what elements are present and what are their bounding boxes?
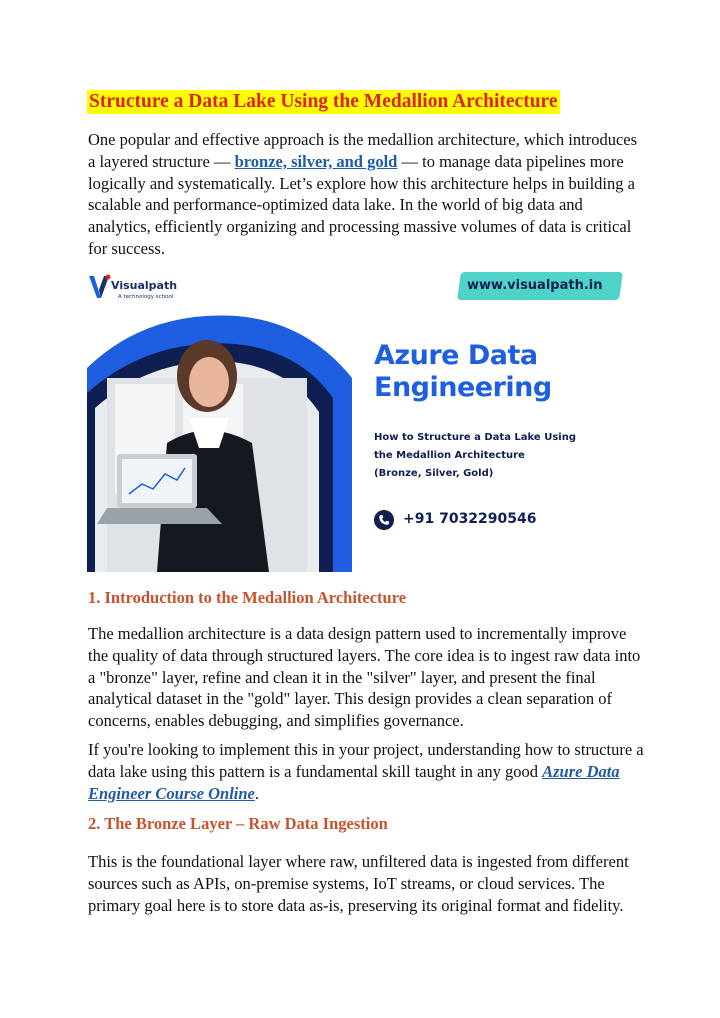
azure-course-link[interactable]: Azure Data Engineer Course Online [88,761,620,803]
intro-paragraph [88,129,648,260]
banner-subtitle-line2: the Medallion Architecture [374,450,525,461]
banner-headline-line2: Engineering [374,372,552,403]
section2-heading: 2. The Bronze Layer – Raw Data Ingestion [88,814,388,833]
phone-number: +91 7032290546 [403,511,537,527]
section1-heading: 1. Introduction to the Medallion Architecture [88,588,407,607]
banner-headline-line1: Azure Data [374,340,538,371]
logo-name: Visualpath [111,279,178,292]
banner-subtitle-line3: (Bronze, Silver, Gold) [374,468,494,479]
section2-paragraph: This is the foundational layer where raw, unfiltered data is ingested from different sources such as APIs, on-premise systems, IoT streams, or cloud services. The primary goal here is to store data as-is, preserving its original format and fidelity. [88,852,629,915]
intro-text-after: — to manage data pipelines more logically and systematically. Let’s explore how this architecture helps in building a scalable and performance-optimized data lake. In the world of big data and analytics, efficiently organizing and processing massive volumes of data is critical for success. [88,151,635,258]
section1-paragraph: The medallion architecture is a data design pattern used to incrementally improve the quality of data through structured layers. The core idea is to ingest raw data into a "bronze" layer, refine and clean it in the "silver" layer, and present the final analytical dataset in the "gold" layer. This design provides a clean separation of concerns, enables debugging, and simplifies governance. [88,624,641,731]
visualpath-logo [87,272,217,312]
logo-tagline: A technology school [118,294,174,300]
page-title: Structure a Data Lake Using the Medallion Architecture [89,91,558,112]
course-text-after: . [254,783,259,803]
website-url: www.visualpath.in [467,278,603,293]
intro-text-before: One popular and effective approach is the medallion architecture, which introduces a layered structure — [88,130,638,171]
banner-subtitle-line1: How to Structure a Data Lake Using [374,432,576,443]
section1-course-paragraph [88,739,648,804]
bronze-silver-gold-link[interactable]: bronze, silver, and gold [234,151,398,171]
phone-icon [374,510,394,530]
course-banner-image [87,258,632,572]
course-text-before: If you're looking to implement this in your project, understanding how to structure a data lake using this pattern is a fundamental skill taught in any good [88,740,644,781]
